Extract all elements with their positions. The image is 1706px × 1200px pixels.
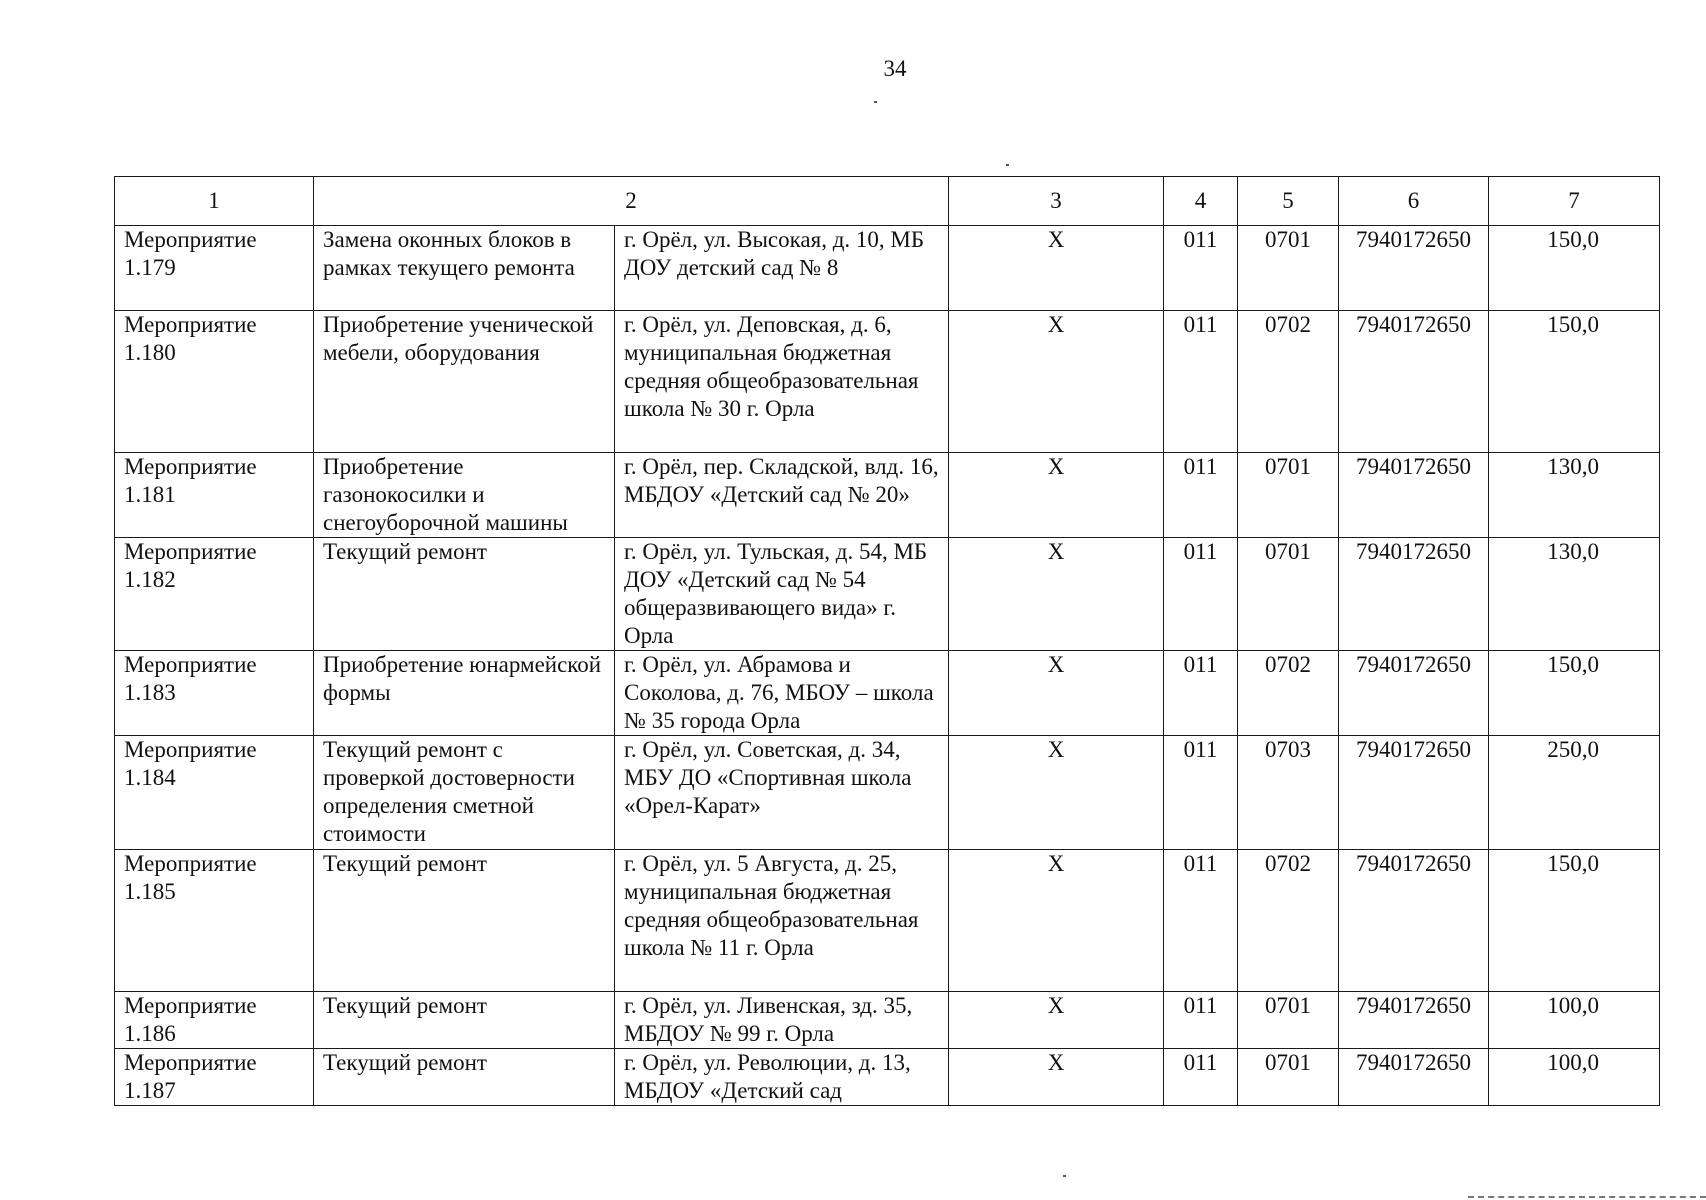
column-5-code: 0701 (1238, 992, 1339, 1049)
column-7-amount: 100,0 (1489, 992, 1660, 1049)
measure-id: Мероприятие 1.180 (115, 311, 314, 453)
measure-address: г. Орёл, ул. Революции, д. 13, МБДОУ «Детский сад (615, 1049, 949, 1106)
measure-id: Мероприятие 1.183 (115, 651, 314, 736)
column-6-code: 7940172650 (1339, 311, 1489, 453)
column-7-amount: 100,0 (1489, 1049, 1660, 1106)
scan-speck (1063, 1175, 1066, 1177)
column-7-amount: 150,0 (1489, 651, 1660, 736)
column-3-mark: Х (949, 1049, 1164, 1106)
column-header-1: 1 (115, 177, 314, 226)
column-header-5: 5 (1238, 177, 1339, 226)
column-header-7: 7 (1489, 177, 1660, 226)
column-3-mark: Х (949, 311, 1164, 453)
column-7-amount: 130,0 (1489, 538, 1660, 651)
column-7-amount: 130,0 (1489, 453, 1660, 538)
measure-name: Текущий ремонт (314, 538, 615, 651)
column-7-amount: 150,0 (1489, 311, 1660, 453)
column-header-4: 4 (1164, 177, 1238, 226)
measure-address: г. Орёл, ул. 5 Августа, д. 25, муниципальная бюджетная средняя общеобразовательная школа № 11 г. Орла (615, 850, 949, 992)
measure-address: г. Орёл, ул. Высокая, д. 10, МБ ДОУ детский сад № 8 (615, 226, 949, 311)
measure-address: г. Орёл, пер. Складской, влд. 16, МБДОУ «Детский сад № 20» (615, 453, 949, 538)
column-6-code: 7940172650 (1339, 992, 1489, 1049)
column-4-code: 011 (1164, 992, 1238, 1049)
measure-id: Мероприятие 1.187 (115, 1049, 314, 1106)
table-row (115, 1049, 1660, 1106)
measure-address: г. Орёл, ул. Ливенская, зд. 35, МБДОУ № 99 г. Орла (615, 992, 949, 1049)
column-4-code: 011 (1164, 311, 1238, 453)
measure-name: Приобретение юнармейской формы (314, 651, 615, 736)
table-row (115, 651, 1660, 736)
measure-name: Текущий ремонт с проверкой достоверности определения сметной стоимости (314, 736, 615, 850)
measure-address: г. Орёл, ул. Советская, д. 34, МБУ ДО «Спортивная школа «Орел-Карат» (615, 736, 949, 850)
column-6-code: 7940172650 (1339, 538, 1489, 651)
measure-name: Текущий ремонт (314, 1049, 615, 1106)
column-header-3: 3 (949, 177, 1164, 226)
column-7-amount: 250,0 (1489, 736, 1660, 850)
column-header-6: 6 (1339, 177, 1489, 226)
column-4-code: 011 (1164, 538, 1238, 651)
column-4-code: 011 (1164, 1049, 1238, 1106)
column-5-code: 0701 (1238, 538, 1339, 651)
table-header-row (115, 177, 1660, 226)
measure-id: Мероприятие 1.185 (115, 850, 314, 992)
column-5-code: 0701 (1238, 453, 1339, 538)
measure-name: Замена оконных блоков в рамках текущего ремонта (314, 226, 615, 311)
column-3-mark: Х (949, 538, 1164, 651)
column-6-code: 7940172650 (1339, 1049, 1489, 1106)
budget-measures-table (114, 176, 1660, 1106)
column-5-code: 0701 (1238, 1049, 1339, 1106)
column-5-code: 0702 (1238, 311, 1339, 453)
table-row (115, 850, 1660, 992)
column-4-code: 011 (1164, 651, 1238, 736)
table-row (115, 992, 1660, 1049)
table-row (115, 736, 1660, 850)
column-5-code: 0702 (1238, 850, 1339, 992)
measure-id: Мероприятие 1.181 (115, 453, 314, 538)
column-3-mark: Х (949, 850, 1164, 992)
scan-dash-line (1468, 1196, 1706, 1200)
column-6-code: 7940172650 (1339, 226, 1489, 311)
table-row (115, 311, 1660, 453)
column-4-code: 011 (1164, 226, 1238, 311)
column-3-mark: Х (949, 651, 1164, 736)
table-row (115, 226, 1660, 311)
column-6-code: 7940172650 (1339, 736, 1489, 850)
table-row (115, 538, 1660, 651)
column-4-code: 011 (1164, 850, 1238, 992)
column-4-code: 011 (1164, 736, 1238, 850)
column-3-mark: Х (949, 226, 1164, 311)
column-6-code: 7940172650 (1339, 453, 1489, 538)
column-5-code: 0703 (1238, 736, 1339, 850)
column-header-2: 2 (314, 177, 949, 226)
page-number: 34 (883, 56, 907, 81)
column-5-code: 0701 (1238, 226, 1339, 311)
measure-id: Мероприятие 1.182 (115, 538, 314, 651)
measure-name: Приобретение ученической мебели, оборудования (314, 311, 615, 453)
measure-id: Мероприятие 1.179 (115, 226, 314, 311)
column-3-mark: Х (949, 736, 1164, 850)
column-3-mark: Х (949, 992, 1164, 1049)
scan-speck (1006, 164, 1009, 166)
column-7-amount: 150,0 (1489, 850, 1660, 992)
column-4-code: 011 (1164, 453, 1238, 538)
measure-address: г. Орёл, ул. Тульская, д. 54, МБ ДОУ «Детский сад № 54 общеразвивающего вида» г. Орла (615, 538, 949, 651)
measure-name: Текущий ремонт (314, 992, 615, 1049)
measure-id: Мероприятие 1.184 (115, 736, 314, 850)
table-row (115, 453, 1660, 538)
measure-name: Приобретение газонокосилки и снегоуборочной машины (314, 453, 615, 538)
column-5-code: 0702 (1238, 651, 1339, 736)
column-6-code: 7940172650 (1339, 651, 1489, 736)
column-7-amount: 150,0 (1489, 226, 1660, 311)
column-6-code: 7940172650 (1339, 850, 1489, 992)
measure-address: г. Орёл, ул. Абрамова и Соколова, д. 76, МБОУ – школа № 35 города Орла (615, 651, 949, 736)
scan-speck (874, 101, 877, 103)
measure-address: г. Орёл, ул. Деповская, д. 6, муниципальная бюджетная средняя общеобразовательная школа № 30 г. Орла (615, 311, 949, 453)
column-3-mark: Х (949, 453, 1164, 538)
measure-name: Текущий ремонт (314, 850, 615, 992)
measure-id: Мероприятие 1.186 (115, 992, 314, 1049)
